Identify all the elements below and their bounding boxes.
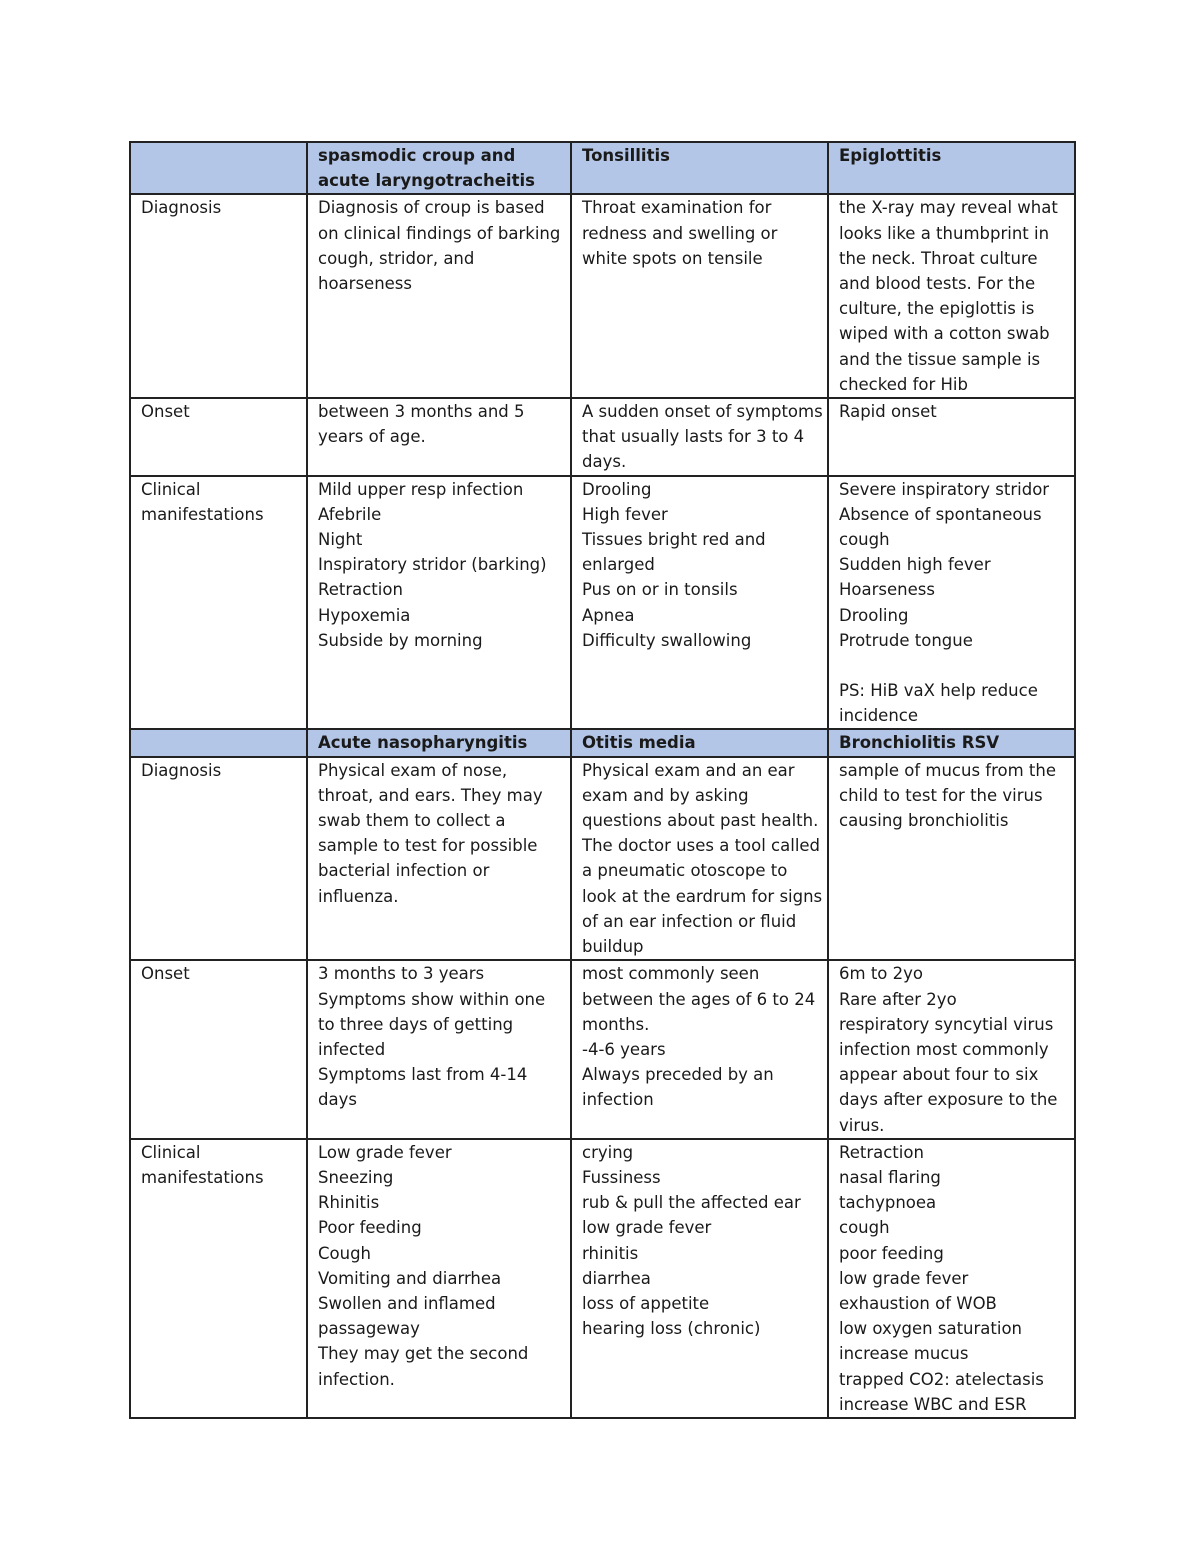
list-item: increase mucus <box>839 1344 969 1364</box>
list-item: Swollen and inflamed passageway <box>318 1293 496 1339</box>
table-cell: between 3 months and 5 years of age. <box>307 398 571 476</box>
table-cell: A sudden onset of symptoms that usually lasts for 3 to 4 days. <box>571 398 828 476</box>
list-item: 6m to 2yo <box>839 964 923 984</box>
list-item: Low grade fever <box>318 1142 452 1162</box>
list-item: Drooling <box>839 605 909 625</box>
table-cell: Physical exam of nose, throat, and ears. They may swab them to collect a sample to test for possible bacterial infection or influenza. <box>307 757 571 961</box>
list-item: Protrude tongue <box>839 630 973 650</box>
row-label: Onset <box>130 398 307 476</box>
table-cell <box>571 1139 828 1418</box>
header-cell-bronchiolitis: Bronchiolitis RSV <box>828 729 1075 756</box>
list-item: Always preceded by an infection <box>582 1065 774 1110</box>
list-item: Rhinitis <box>318 1193 380 1213</box>
list-item: They may get the second infection. <box>318 1344 529 1389</box>
table-cell <box>828 1139 1075 1418</box>
list-item: trapped CO2: atelectasis <box>839 1369 1044 1389</box>
header-row <box>130 729 1075 756</box>
table-cell: sample of mucus from the child to test for the virus causing bronchiolitis <box>828 757 1075 961</box>
list-item: Vomiting and diarrhea <box>318 1268 502 1288</box>
list-item: Night <box>318 530 363 550</box>
header-cell-epiglottitis: Epiglottitis <box>828 142 1075 194</box>
list-item: -4-6 years <box>582 1039 666 1059</box>
table-cell: Throat examination for redness and swelling or white spots on tensile <box>571 194 828 398</box>
list-item: Difficulty swallowing <box>582 630 752 650</box>
list-item: Drooling <box>582 479 652 499</box>
list-item: Retraction <box>318 580 403 600</box>
list-item: Inspiratory stridor (barking) <box>318 555 547 575</box>
list-item: Severe inspiratory stridor <box>839 479 1050 499</box>
list-item: most commonly seen between the ages of 6 to 24 months. <box>582 964 816 1034</box>
row-label: Onset <box>130 960 307 1138</box>
row-label: Diagnosis <box>130 757 307 961</box>
header-cell-otitis-media: Otitis media <box>571 729 828 756</box>
disease-comparison-table <box>129 141 1076 1419</box>
row-label: Clinical manifestations <box>130 476 307 730</box>
list-item: respiratory syncytial virus infection most commonly appear about four to six days after exposure to the virus. <box>839 1014 1058 1135</box>
header-cell-blank <box>130 729 307 756</box>
list-item: Sneezing <box>318 1167 394 1187</box>
table-cell: the X-ray may reveal what looks like a thumbprint in the neck. Throat culture and blood tests. For the culture, the epiglottis is wiped with a cotton swab and the tissue sample is checked for Hib <box>828 194 1075 398</box>
list-item: Sudden high fever <box>839 555 991 575</box>
clinical-manifestations-row <box>130 476 1075 730</box>
list-item: Cough <box>318 1243 372 1263</box>
list-item: rhinitis <box>582 1243 639 1263</box>
table-cell <box>571 476 828 730</box>
list-item: Hoarseness <box>839 580 935 600</box>
diagnosis-row <box>130 194 1075 398</box>
clinical-manifestations-row <box>130 1139 1075 1418</box>
list-item: PS: HiB vaX help reduce incidence <box>839 681 1038 726</box>
onset-row <box>130 960 1075 1138</box>
table-cell <box>307 960 571 1138</box>
table-cell <box>828 960 1075 1138</box>
row-label: Diagnosis <box>130 194 307 398</box>
table-cell: Physical exam and an ear exam and by asking questions about past health. The doctor uses a tool called a pneumatic otoscope to look at the eardrum for signs of an ear infection or fluid buildup <box>571 757 828 961</box>
list-item: low grade fever <box>839 1268 969 1288</box>
onset-row <box>130 398 1075 476</box>
row-label: Clinical manifestations <box>130 1139 307 1418</box>
list-item: Mild upper resp infection <box>318 479 524 499</box>
list-item: Fussiness <box>582 1167 661 1187</box>
table-cell: Diagnosis of croup is based on clinical findings of barking cough, stridor, and hoarseness <box>307 194 571 398</box>
list-item: Symptoms show within one to three days of getting infected <box>318 989 546 1059</box>
header-row <box>130 142 1075 194</box>
list-item: Retraction <box>839 1142 924 1162</box>
list-item: Absence of spontaneous cough <box>839 504 1042 550</box>
list-item: low grade fever <box>582 1218 712 1238</box>
list-item: diarrhea <box>582 1268 651 1288</box>
list-item: crying <box>582 1142 634 1162</box>
list-item: 3 months to 3 years <box>318 964 485 984</box>
list-item: rub & pull the affected ear <box>582 1193 801 1213</box>
table-cell <box>307 1139 571 1418</box>
list-item: low oxygen saturation <box>839 1319 1022 1339</box>
list-item: Subside by morning <box>318 630 483 650</box>
table-cell: Rapid onset <box>828 398 1075 476</box>
table-cell <box>307 476 571 730</box>
list-item: Afebrile <box>318 504 382 524</box>
list-item: exhaustion of WOB <box>839 1293 997 1313</box>
list-item: increase WBC and ESR <box>839 1394 1027 1414</box>
blank-line <box>839 653 1070 678</box>
list-item: hearing loss (chronic) <box>582 1319 761 1339</box>
list-item: nasal flaring <box>839 1167 941 1187</box>
list-item: cough <box>839 1218 890 1238</box>
list-item: Rare after 2yo <box>839 989 957 1009</box>
diagnosis-row <box>130 757 1075 961</box>
list-item: High fever <box>582 504 668 524</box>
header-cell-nasopharyngitis: Acute nasopharyngitis <box>307 729 571 756</box>
list-item: poor feeding <box>839 1243 944 1263</box>
list-item: Tissues bright red and enlarged <box>582 530 766 575</box>
list-item: Apnea <box>582 605 635 625</box>
list-item: tachypnoea <box>839 1193 937 1213</box>
table-cell <box>828 476 1075 730</box>
header-cell-tonsillitis: Tonsillitis <box>571 142 828 194</box>
list-item: Pus on or in tonsils <box>582 580 738 600</box>
header-cell-croup: spasmodic croup and acute laryngotracheitis <box>307 142 571 194</box>
list-item: Symptoms last from 4-14 days <box>318 1065 528 1110</box>
table-cell <box>571 960 828 1138</box>
list-item: loss of appetite <box>582 1293 710 1313</box>
list-item: Hypoxemia <box>318 605 411 625</box>
list-item: Poor feeding <box>318 1218 422 1238</box>
header-cell-blank <box>130 142 307 194</box>
